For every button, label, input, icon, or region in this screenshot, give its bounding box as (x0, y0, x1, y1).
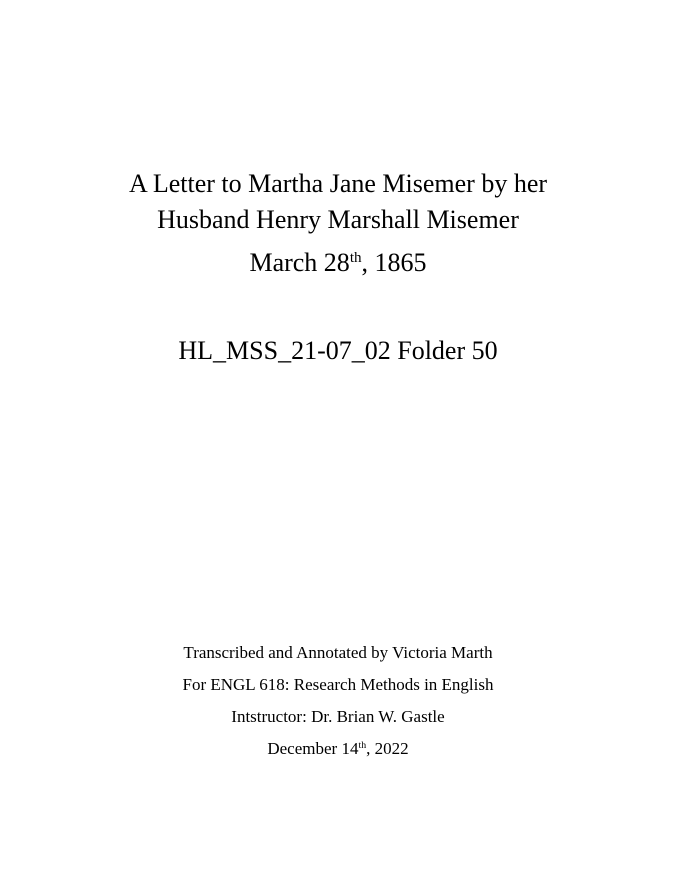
document-title (0, 166, 676, 238)
title-line-1: A Letter to Martha Jane Misemer by her (128, 169, 548, 198)
letter-date (0, 246, 676, 280)
submission-date (0, 733, 676, 765)
submission-date-prefix: December 14 (267, 739, 359, 758)
letter-date-ordinal: th (349, 249, 362, 266)
transcriber-credit: Transcribed and Annotated by Victoria Marth (183, 643, 493, 662)
title-line-2: Husband Henry Marshall Misemer (157, 205, 519, 234)
course-credit: For ENGL 618: Research Methods in English (182, 675, 494, 694)
instructor-credit: Intstructor: Dr. Brian W. Gastle (231, 707, 445, 726)
folder-reference: HL_MSS_21-07_02 Folder 50 (178, 336, 498, 365)
submission-date-year: , 2022 (366, 739, 409, 758)
letter-date-prefix: March 28 (249, 248, 350, 277)
submission-date-ordinal: th (358, 739, 367, 751)
letter-date-year: , 1865 (361, 248, 427, 277)
credits-block (0, 637, 676, 765)
